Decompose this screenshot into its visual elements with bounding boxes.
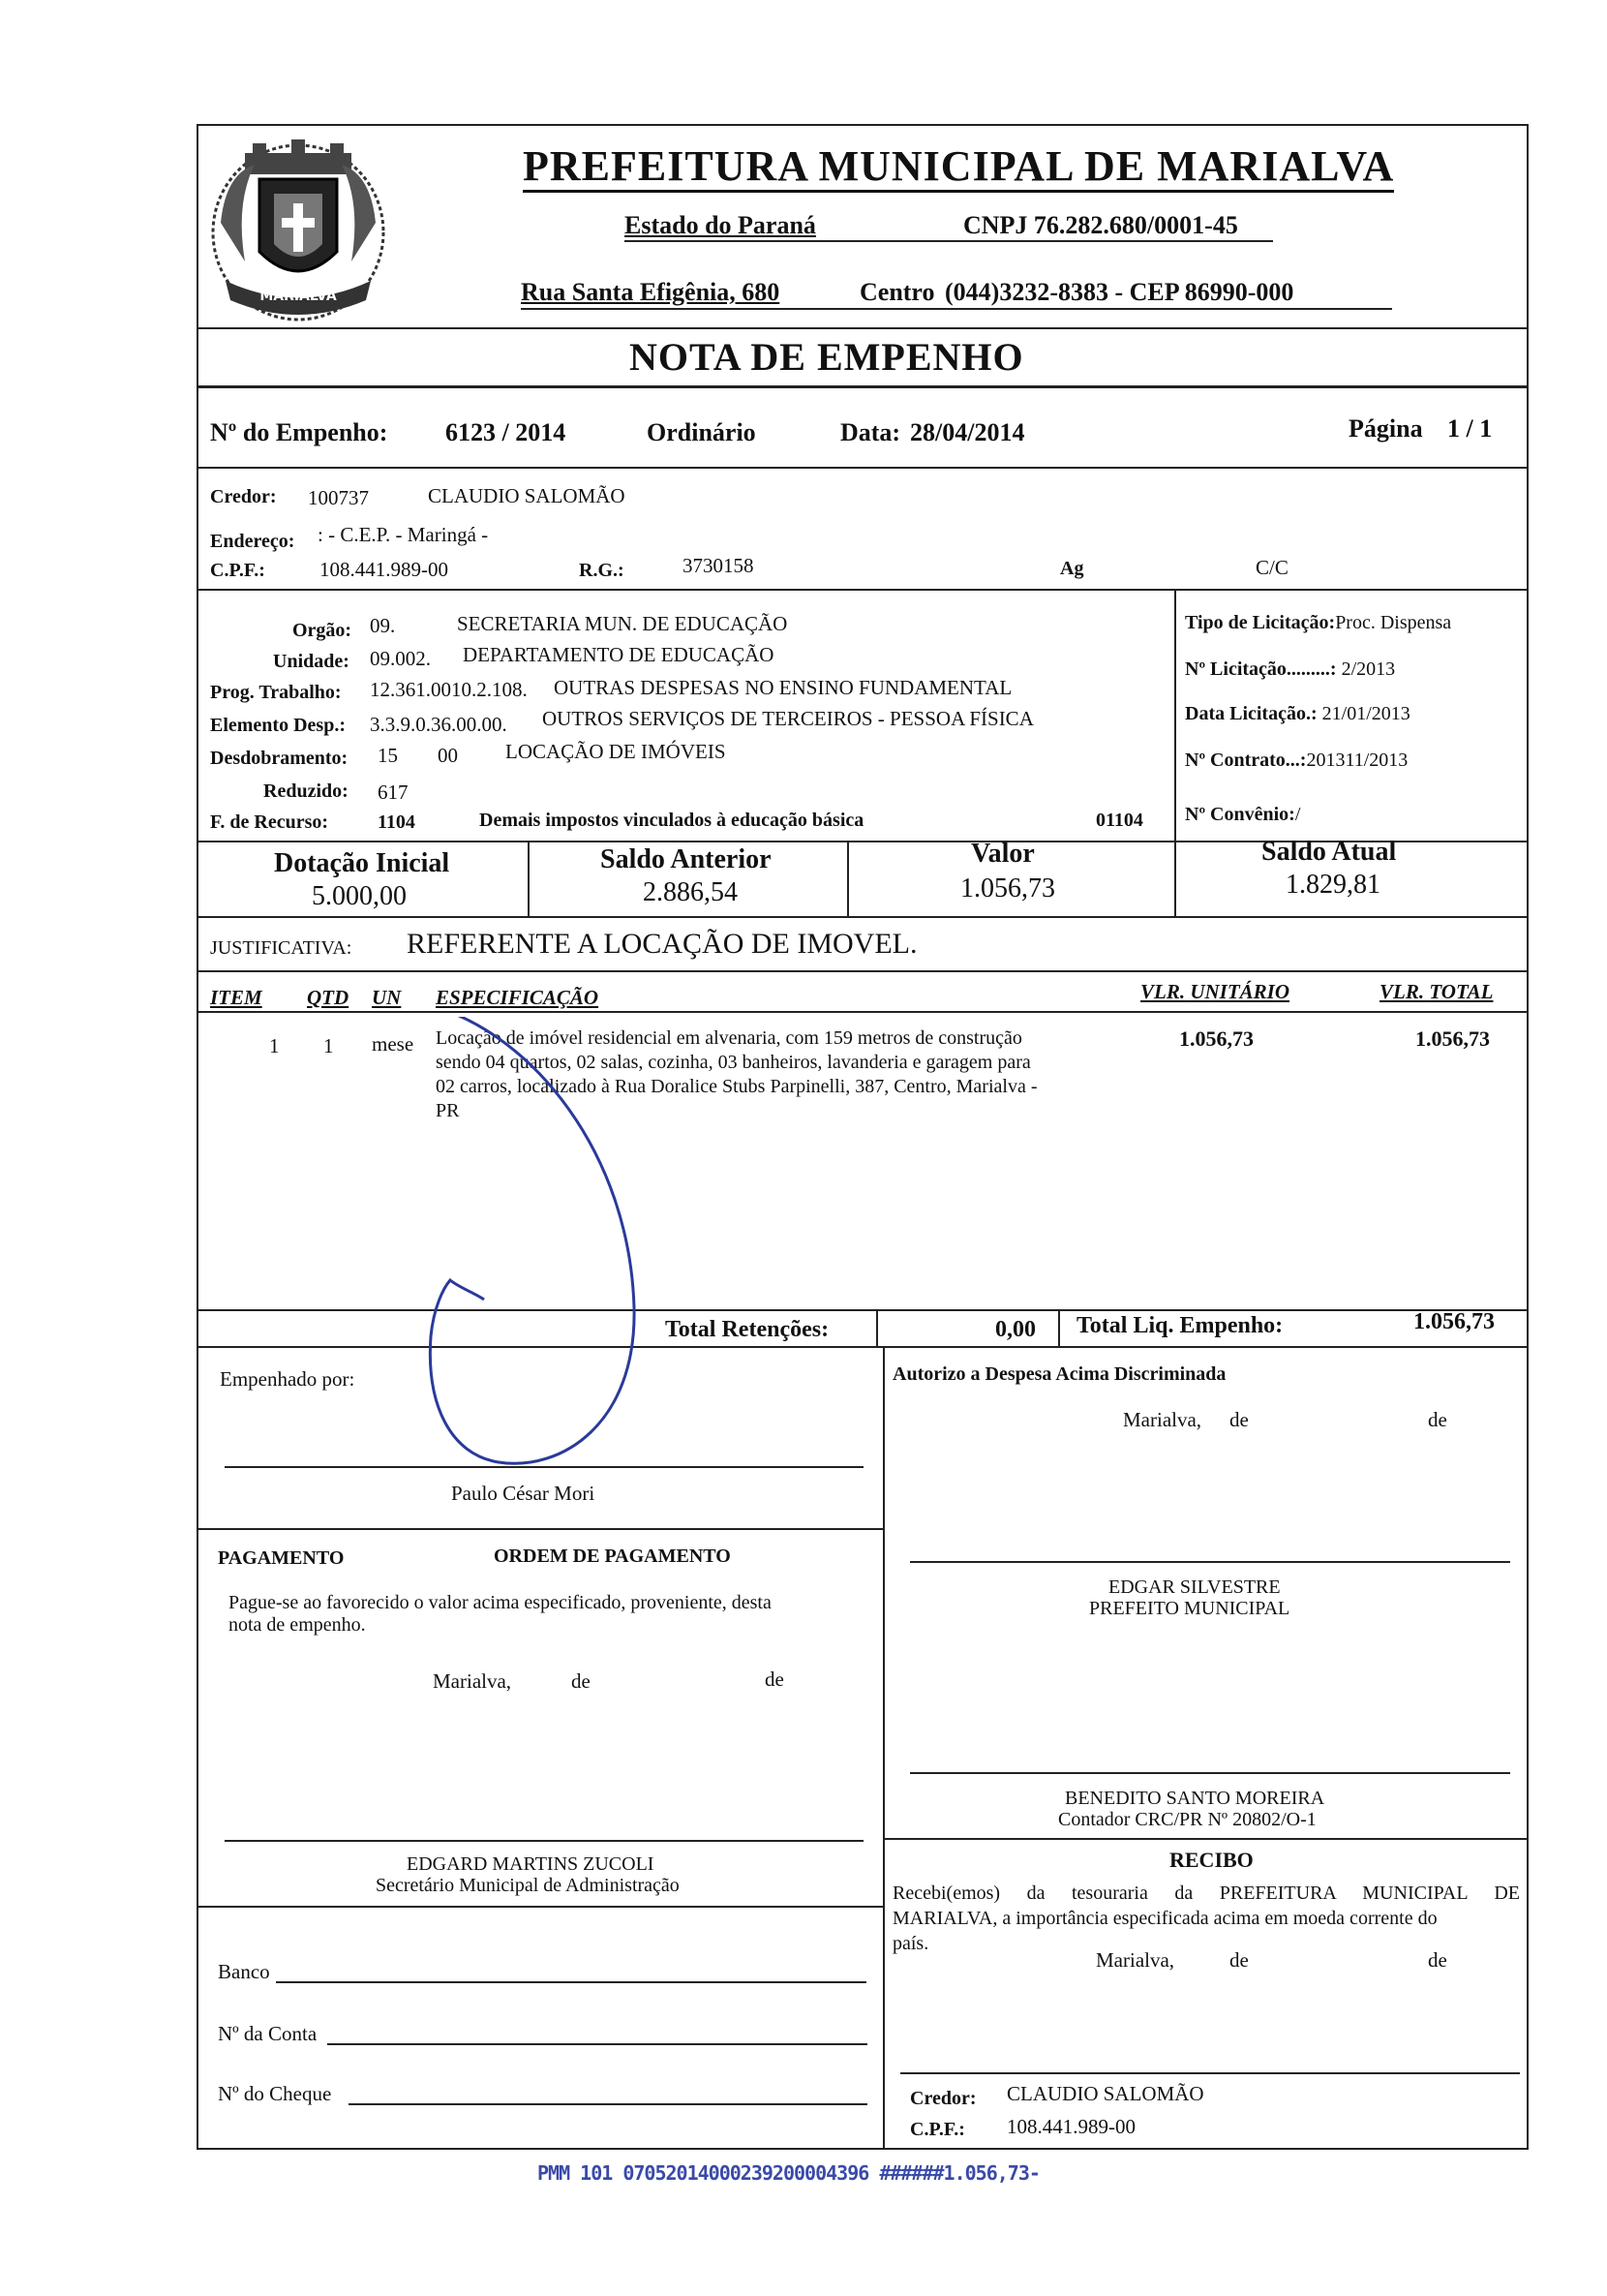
cpf-label: C.P.F.: bbox=[210, 560, 265, 581]
cheque-line bbox=[349, 2103, 867, 2105]
justificativa-label: JUSTIFICATIVA: bbox=[210, 937, 352, 959]
pagamento-text-line: nota de empenho. bbox=[228, 1614, 366, 1636]
divider bbox=[876, 1309, 878, 1348]
recibo-de1: de bbox=[1229, 1948, 1249, 1972]
orgao-value: SECRETARIA MUN. DE EDUCAÇÃO bbox=[457, 612, 788, 635]
page-label: Página bbox=[1349, 414, 1423, 443]
credor-label: Credor: bbox=[210, 486, 277, 507]
valor-value: 1.056,73 bbox=[960, 873, 1055, 903]
recibo-cpf-value: 108.441.989-00 bbox=[1007, 2115, 1136, 2138]
col-un: UN bbox=[372, 986, 402, 1009]
liquido-label: Total Liq. Empenho: bbox=[1076, 1313, 1284, 1338]
divider bbox=[1174, 589, 1176, 842]
recurso-value: Demais impostos vinculados à educação básica bbox=[479, 810, 864, 831]
recibo-text-line: país. bbox=[893, 1933, 929, 1954]
divider bbox=[1174, 841, 1176, 918]
empenho-type: Ordinário bbox=[647, 418, 756, 446]
desdobramento-a: 15 bbox=[378, 744, 398, 767]
col-unit: VLR. UNITÁRIO bbox=[1140, 980, 1290, 1003]
phone-cep-label: (044)3232-8383 - CEP 86990-000 bbox=[945, 278, 1294, 306]
unidade-value: DEPARTAMENTO DE EDUCAÇÃO bbox=[463, 643, 774, 666]
address-label: Endereço: bbox=[210, 531, 295, 552]
handwritten-signature bbox=[407, 1017, 658, 1486]
orgao-code: 09. bbox=[370, 614, 396, 637]
dotacao-label: Dotação Inicial bbox=[274, 848, 450, 878]
recibo-de2: de bbox=[1428, 1948, 1447, 1972]
retencoes-label: Total Retenções: bbox=[665, 1317, 830, 1342]
item-unit-value: 1.056,73 bbox=[1179, 1026, 1254, 1051]
pagamento-city: Marialva, bbox=[433, 1669, 512, 1693]
item-qtd: 1 bbox=[323, 1034, 334, 1057]
contrato bbox=[1185, 750, 1408, 772]
prefeito-role: PREFEITO MUNICIPAL bbox=[1089, 1598, 1290, 1619]
pagamento-text bbox=[228, 1592, 772, 1637]
cheque-label: Nº do Cheque bbox=[218, 2082, 332, 2105]
convenio bbox=[1185, 804, 1300, 826]
col-spec: ESPECIFICAÇÃO bbox=[436, 986, 599, 1009]
state-underline bbox=[624, 240, 1273, 242]
saldo-anterior-label: Saldo Anterior bbox=[600, 844, 772, 874]
street-label: Rua Santa Efigênia, 680 bbox=[521, 278, 780, 306]
page-number: 1 / 1 bbox=[1447, 414, 1493, 443]
cc-label: C/C bbox=[1256, 556, 1289, 579]
divider bbox=[197, 1528, 884, 1530]
convenio-value: / bbox=[1294, 804, 1301, 825]
secretario-signer: EDGARD MARTINS ZUCOLI bbox=[407, 1853, 654, 1875]
empenhado-signer: Paulo César Mori bbox=[451, 1482, 595, 1505]
signature-line bbox=[910, 1561, 1510, 1563]
prog-value: OUTRAS DESPESAS NO ENSINO FUNDAMENTAL bbox=[554, 676, 1013, 699]
autorizo-city: Marialva, bbox=[1123, 1408, 1202, 1431]
reduzido-label: Reduzido: bbox=[263, 781, 349, 802]
recurso-code: 1104 bbox=[378, 811, 415, 833]
contrato-value: 201311/2013 bbox=[1306, 750, 1409, 771]
district-label: Centro bbox=[860, 278, 935, 306]
divider bbox=[528, 841, 530, 918]
contador-signer: BENEDITO SANTO MOREIRA bbox=[1065, 1788, 1325, 1809]
secretario-role: Secretário Municipal de Administração bbox=[376, 1875, 680, 1896]
signature-line bbox=[910, 1772, 1510, 1774]
empenho-date: 28/04/2014 bbox=[910, 418, 1025, 446]
reduzido-value: 617 bbox=[378, 781, 409, 804]
ordem-pagamento-label: ORDEM DE PAGAMENTO bbox=[494, 1546, 731, 1567]
item-spec-line: 02 carros, localizado à Rua Doralice Stubs Parpinelli, 387, Centro, Marialva - bbox=[436, 1076, 1038, 1097]
conta-label: Nº da Conta bbox=[218, 2022, 318, 2045]
recibo-credor-value: CLAUDIO SALOMÃO bbox=[1007, 2082, 1204, 2105]
pagamento-label: PAGAMENTO bbox=[218, 1547, 345, 1569]
item-number: 1 bbox=[269, 1034, 280, 1057]
tipo-licitacao-value: Proc. Dispensa bbox=[1335, 612, 1452, 633]
rg-label: R.G.: bbox=[579, 560, 624, 581]
divider bbox=[197, 916, 1529, 918]
saldo-atual-value: 1.829,81 bbox=[1286, 870, 1380, 900]
empenhado-label: Empenhado por: bbox=[220, 1367, 355, 1391]
divider bbox=[1058, 1309, 1060, 1348]
unidade-code: 09.002. bbox=[370, 647, 431, 670]
dotacao-value: 5.000,00 bbox=[312, 881, 407, 911]
desdobramento-b: 00 bbox=[438, 744, 458, 767]
divider bbox=[197, 970, 1529, 972]
unidade-label: Unidade: bbox=[273, 651, 349, 672]
prog-code: 12.361.0010.2.108. bbox=[370, 678, 528, 701]
divider bbox=[197, 1309, 1529, 1311]
divider bbox=[197, 467, 1529, 469]
liquido-value: 1.056,73 bbox=[1413, 1309, 1495, 1334]
recibo-city: Marialva, bbox=[1096, 1948, 1175, 1972]
recibo-text bbox=[893, 1881, 1520, 1956]
recibo-credor-label: Credor: bbox=[910, 2088, 977, 2109]
recibo-cpf-label: C.P.F.: bbox=[910, 2119, 965, 2140]
numero-licitacao-label: Nº Licitação.........: bbox=[1185, 658, 1337, 680]
signature-line bbox=[225, 1840, 864, 1842]
prefeito-signer: EDGAR SILVESTRE bbox=[1108, 1577, 1281, 1598]
divider bbox=[197, 1011, 1529, 1013]
divider bbox=[197, 327, 1529, 329]
empenho-number: 6123 / 2014 bbox=[445, 418, 566, 446]
numero-licitacao-value: 2/2013 bbox=[1341, 658, 1396, 680]
recibo-label: RECIBO bbox=[1169, 1848, 1254, 1872]
pagamento-de1: de bbox=[571, 1669, 591, 1693]
tipo-licitacao-label: Tipo de Licitação: bbox=[1185, 612, 1336, 633]
doc-title: NOTA DE EMPENHO bbox=[629, 335, 1024, 379]
divider bbox=[197, 1906, 884, 1908]
credor-code: 100737 bbox=[308, 486, 369, 509]
recurso-extra: 01104 bbox=[1096, 810, 1143, 831]
col-qtd: QTD bbox=[307, 986, 349, 1009]
address-value: : - C.E.P. - Maringá - bbox=[318, 523, 489, 546]
recurso-label: F. de Recurso: bbox=[210, 811, 329, 833]
credor-name: CLAUDIO SALOMÃO bbox=[428, 484, 625, 507]
prog-label: Prog. Trabalho: bbox=[210, 682, 342, 703]
item-total-value: 1.056,73 bbox=[1415, 1026, 1490, 1051]
rg-value: 3730158 bbox=[682, 554, 754, 577]
autorizo-label: Autorizo a Despesa Acima Discriminada bbox=[893, 1363, 1227, 1385]
signature-line bbox=[900, 2072, 1520, 2074]
divider bbox=[847, 841, 849, 918]
item-un: mese bbox=[372, 1032, 414, 1056]
empenho-date-label: Data: bbox=[840, 418, 901, 446]
data-licitacao-value: 21/01/2013 bbox=[1321, 703, 1410, 724]
address-underline bbox=[521, 308, 1392, 310]
saldo-atual-label: Saldo Atual bbox=[1261, 837, 1397, 867]
item-spec-line: Locação de imóvel residencial em alvenaria, com 159 metros de construção bbox=[436, 1027, 1022, 1049]
banco-line bbox=[276, 1981, 866, 1983]
banco-label: Banco bbox=[218, 1960, 270, 1983]
state-label: Estado do Paraná bbox=[624, 211, 816, 239]
elemento-value: OUTROS SERVIÇOS DE TERCEIROS - PESSOA FÍSICA bbox=[542, 707, 1034, 730]
col-item: ITEM bbox=[210, 986, 262, 1009]
desdobramento-label: Desdobramento: bbox=[210, 748, 349, 769]
cnpj-label: CNPJ 76.282.680/0001-45 bbox=[963, 211, 1238, 239]
autorizo-de2: de bbox=[1428, 1408, 1447, 1431]
divider bbox=[883, 1346, 885, 2150]
recibo-text-line: Recebi(emos) da tesouraria da PREFEITURA MUNICIPAL DE bbox=[893, 1883, 1520, 1904]
elemento-label: Elemento Desp.: bbox=[210, 715, 346, 736]
empenho-number-label: Nº do Empenho: bbox=[210, 418, 388, 446]
valor-label: Valor bbox=[971, 839, 1035, 869]
autorizo-de1: de bbox=[1229, 1408, 1249, 1431]
footer-stamp: PMM 101 07052014000239200004396 ######1.056,73- bbox=[537, 2161, 1040, 2185]
pagamento-text-line: Pague-se ao favorecido o valor acima especificado, proveniente, desta bbox=[228, 1592, 772, 1613]
col-total: VLR. TOTAL bbox=[1380, 980, 1494, 1003]
svg-text:MARIALVA: MARIALVA bbox=[259, 289, 337, 304]
conta-line bbox=[327, 2043, 867, 2045]
data-licitacao-label: Data Licitação.: bbox=[1185, 703, 1318, 724]
numero-licitacao bbox=[1185, 658, 1395, 681]
divider bbox=[197, 385, 1529, 388]
divider bbox=[197, 589, 1529, 591]
divider bbox=[883, 1838, 1529, 1840]
contador-role: Contador CRC/PR Nº 20802/O-1 bbox=[1058, 1809, 1317, 1830]
page-title: PREFEITURA MUNICIPAL DE MARIALVA bbox=[523, 143, 1394, 193]
pagamento-de2: de bbox=[765, 1668, 784, 1691]
item-spec-line: PR bbox=[436, 1100, 460, 1121]
convenio-label: Nº Convênio: bbox=[1185, 804, 1295, 825]
data-licitacao bbox=[1185, 703, 1410, 725]
elemento-code: 3.3.9.0.36.00.00. bbox=[370, 713, 507, 736]
retencoes-value: 0,00 bbox=[995, 1317, 1036, 1342]
orgao-label: Orgão: bbox=[292, 620, 352, 641]
recibo-text-line: MARIALVA, a importância especificada acima em moeda corrente do bbox=[893, 1908, 1438, 1929]
item-spec-line: sendo 04 quartos, 02 salas, cozinha, 03 banheiros, lavanderia e garagem para bbox=[436, 1052, 1031, 1073]
divider bbox=[197, 1346, 1529, 1348]
desdobramento-value: LOCAÇÃO DE IMÓVEIS bbox=[505, 740, 726, 763]
justificativa-text: REFERENTE A LOCAÇÃO DE IMOVEL. bbox=[407, 928, 918, 960]
ag-label: Ag bbox=[1060, 558, 1084, 579]
contrato-label: Nº Contrato...: bbox=[1185, 750, 1307, 771]
tipo-licitacao bbox=[1185, 612, 1451, 634]
coat-of-arms-logo bbox=[206, 136, 390, 329]
saldo-anterior-value: 2.886,54 bbox=[643, 877, 738, 907]
cpf-value: 108.441.989-00 bbox=[319, 558, 448, 581]
